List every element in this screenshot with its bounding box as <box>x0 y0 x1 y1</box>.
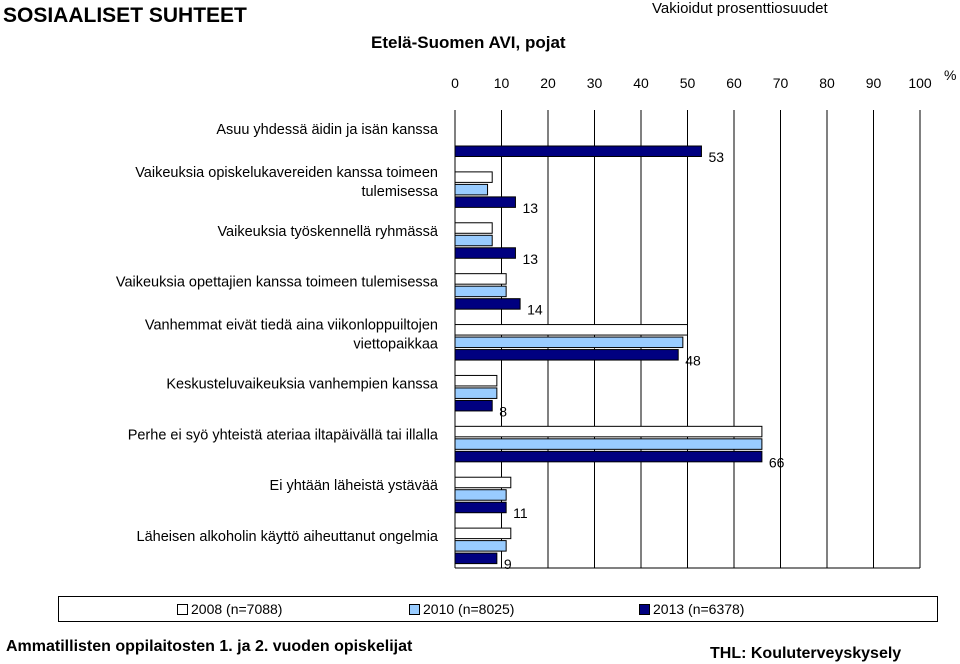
bar-2008-6 <box>455 426 762 437</box>
value-label-4: 48 <box>685 352 701 369</box>
bar-2010-4 <box>455 337 683 348</box>
bar-2010-1 <box>455 184 488 195</box>
legend-label-2010: 2010 (n=8025) <box>423 601 515 617</box>
bar-2008-5 <box>455 375 497 386</box>
legend-item-2008 <box>177 601 282 617</box>
category-label-6-0: Perhe ei syö yhteistä ateriaa iltapäivällä tai illalla <box>127 427 438 444</box>
bar-2013-3 <box>455 299 520 310</box>
x-axis-unit: % <box>944 67 957 83</box>
bar-2013-4 <box>455 350 678 361</box>
footer-source-group: Ammatillisten oppilaitosten 1. ja 2. vuoden opiskelijat <box>6 638 413 655</box>
bar-2013-7 <box>455 502 506 513</box>
value-label-5: 8 <box>499 403 507 420</box>
legend-swatch-2008 <box>177 604 188 615</box>
bar-2008-3 <box>455 274 506 285</box>
value-label-8: 9 <box>503 556 512 573</box>
value-label-7: 11 <box>513 505 528 522</box>
bar-2008-8 <box>455 528 511 539</box>
category-label-5-0: Keskusteluvaikeuksia vanhempien kanssa <box>166 376 438 393</box>
category-label-1-1: tulemisessa <box>361 183 438 200</box>
value-label-2: 13 <box>522 250 539 267</box>
chart-title: SOSIAALISET SUHTEET <box>3 4 247 27</box>
value-label-3: 14 <box>527 301 543 318</box>
x-tick-label-100: 100 <box>908 75 932 91</box>
bar-2008-4 <box>455 325 688 336</box>
bar-2010-6 <box>455 439 762 450</box>
x-tick-label-0: 0 <box>451 75 459 91</box>
x-tick-label-30: 30 <box>586 75 603 91</box>
bar-2010-5 <box>455 388 497 399</box>
x-tick-label-10: 10 <box>493 75 510 91</box>
category-label-8-0: Läheisen alkoholin käyttö aiheuttanut ongelmia <box>136 529 438 546</box>
x-tick-label-70: 70 <box>772 75 789 91</box>
bar-2008-2 <box>455 223 492 234</box>
legend-item-2010 <box>409 601 514 617</box>
x-tick-label-90: 90 <box>865 75 882 91</box>
x-tick-label-80: 80 <box>819 75 835 91</box>
category-label-3-0: Vaikeuksia opettajien kanssa toimeen tulemisessa <box>115 274 438 291</box>
chart-legend <box>58 596 938 622</box>
legend-swatch-2010 <box>409 604 420 615</box>
legend-label-2013: 2013 (n=6378) <box>653 601 745 617</box>
bar-2013-8 <box>455 553 497 564</box>
legend-swatch-2013 <box>639 604 650 615</box>
bar-2013-6 <box>455 451 762 462</box>
x-tick-label-60: 60 <box>726 75 742 91</box>
bar-2008-7 <box>455 477 511 488</box>
value-label-6: 66 <box>768 454 785 471</box>
category-label-7-0: Ei yhtään läheistä ystävää <box>269 478 438 495</box>
category-label-4-1: viettopaikkaa <box>353 336 438 353</box>
bar-2010-3 <box>455 286 506 297</box>
bar-2013-1 <box>455 197 515 208</box>
legend-item-2013 <box>639 601 744 617</box>
x-tick-label-40: 40 <box>633 75 649 91</box>
legend-label-2008: 2008 (n=7088) <box>191 601 283 617</box>
value-label-0: 53 <box>708 149 725 165</box>
x-tick-label-20: 20 <box>540 75 556 91</box>
value-label-1: 13 <box>522 199 539 216</box>
x-tick-label-50: 50 <box>679 75 696 91</box>
chart-subtitle: Etelä-Suomen AVI, pojat <box>371 33 566 52</box>
category-label-4-0: Vanhemmat eivät tiedä aina viikonloppuiltojen <box>144 317 438 334</box>
bar-2010-8 <box>455 541 506 552</box>
category-label-0-0: Asuu yhdessä äidin ja isän kanssa <box>216 122 438 138</box>
footer-source: THL: Kouluterveyskysely <box>710 645 902 662</box>
units-note: Vakioidut prosenttiosuudet <box>652 0 828 17</box>
bar-2013-2 <box>455 248 515 259</box>
bar-2008-1 <box>455 172 492 183</box>
category-label-2-0: Vaikeuksia työskennellä ryhmässä <box>217 223 438 240</box>
category-label-1-0: Vaikeuksia opiskelukavereiden kanssa toimeen <box>135 164 438 181</box>
bar-2013-0 <box>455 146 701 157</box>
bar-2010-2 <box>455 235 492 246</box>
bar-2010-7 <box>455 490 506 501</box>
bar-2013-5 <box>455 400 492 411</box>
